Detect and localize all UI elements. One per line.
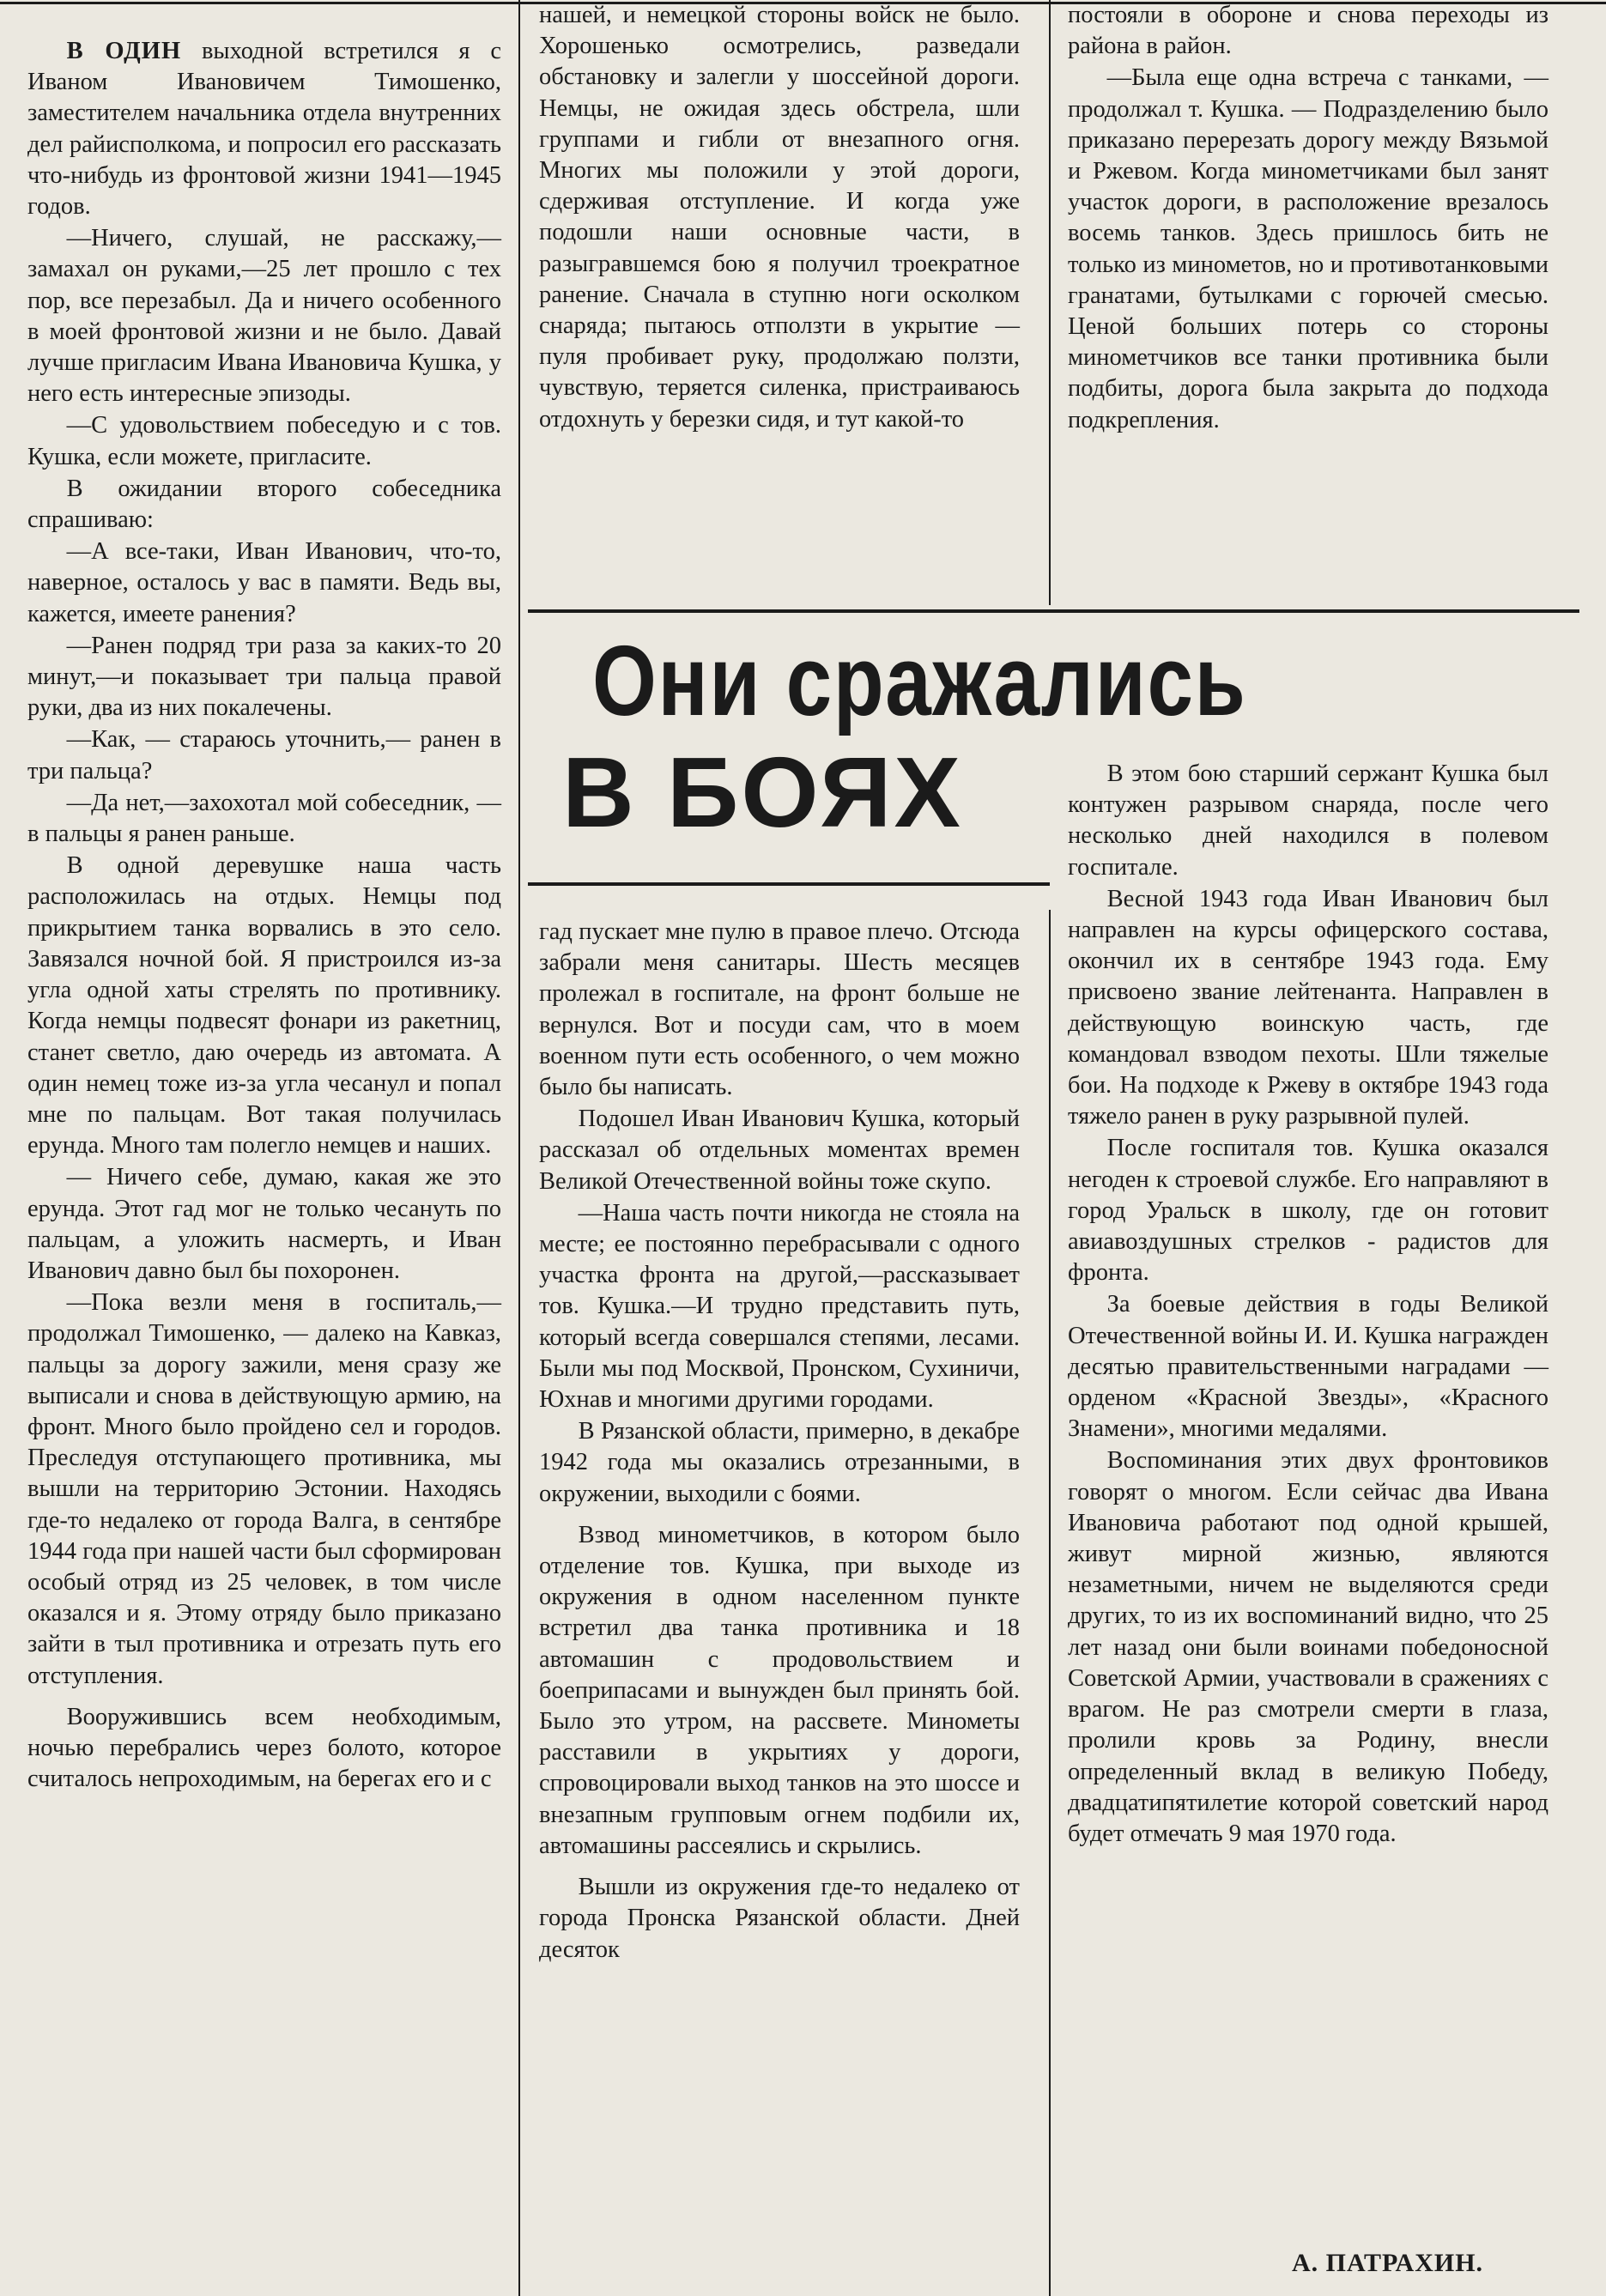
article-paragraph: постояли в обороне и снова переходы из района в район. — [1068, 2, 1548, 60]
headline-line-2: В БОЯХ — [562, 736, 963, 848]
article-paragraph: Вооружившись всем необходимым, ночью перебрались через болото, которое считалось непроходимым, на берегах его и с — [27, 1703, 501, 1793]
article-paragraph: —А все-таки, Иван Иванович, что-то, наверное, осталось у вас в памяти. Ведь вы, кажется, имеете ранения? — [27, 538, 501, 627]
article-column-3-top — [1068, 0, 1548, 436]
article-paragraph: Воспоминания этих двух фронтовиков говорят о многом. Если сейчас два Ивана Ивановича работают под одной крышей, живут мирной жизнью, являются незаметными, ничем не выделяются среди других, то из их воспоминаний видно, что 25 лет назад они были воинами победоносной Советской Армии, участвовали в сражениях с врагом. Не раз смотрели смерти в глаза, пролили кровь за Родину, внесли определенный вклад в великую Победу, двадцатипятилетие которой советский народ будет отмечать 9 мая 1970 года. — [1068, 1447, 1548, 1847]
article-paragraph: гад пускает мне пулю в правое плечо. Отсюда забрали меня санитары. Шесть месяцев пролежал в госпитале, на фронт больше не вернулся. Вот и посуди сам, что в моем военном пути есть особенного, о чем можно было бы написать. — [539, 918, 1020, 1101]
article-column-2-bottom — [539, 917, 1020, 1966]
article-column-2-top — [539, 0, 1020, 435]
article-paragraph: —Ранен подряд три раза за каких-то 20 минут,—и показывает три пальца правой руки, два из них покалечены. — [27, 632, 501, 722]
headline-line-1: Они сражались — [592, 625, 1247, 736]
article-paragraph: —Ничего, слушай, не расскажу,—замахал он руками,—25 лет прошло с тех пор, все перезабыл. Да и ничего особенного в моей фронтовой жизни и не было. Давай лучше пригласим Ивана Ивановича Кушка, у него есть интересные эпизоды. — [27, 225, 501, 408]
article-paragraph: —Была еще одна встреча с танками, — продолжал т. Кушка. — Подразделению было приказано перерезать дорогу между Вязьмой и Ржевом. Когда минометчиками был занят участок дороги, в расположение врезалось восемь танков. Здесь пришлось бить не только из минометов, но и противотанковыми гранатами, бутылками с горючей смесью. Ценой больших потерь со стороны минометчиков все танки противника были подбиты, дорога была закрыта до подхода подкрепления. — [1068, 64, 1548, 433]
author-signature: А. ПАТРАХИН. — [1292, 2249, 1484, 2277]
article-paragraph: — Ничего себе, думаю, какая же это ерунда. Этот гад мог не только чесануть по пальцам, а уложить насмерть, и Иван Иванович давно был бы похоронен. — [27, 1164, 501, 1284]
article-paragraph: В этом бою старший сержант Кушка был контужен разрывом снаряда, после чего несколько дней находился в полевом госпитале. — [1068, 760, 1548, 881]
article-paragraph: Подошел Иван Иванович Кушка, который рассказал об отдельных моментах времен Великой Отечественной войны тоже скупо. — [539, 1106, 1020, 1195]
article-paragraph: За боевые действия в годы Великой Отечественной войны И. И. Кушка награжден десятью правительственными наградами — орденом «Красной Звезды», «Красного Знамени», многими медалями. — [1068, 1291, 1548, 1443]
article-paragraph: нашей, и немецкой стороны войск не было. Хорошенько осмотрелись, разведали обстановку и залегли у шоссейной дороги. Немцы, не ожидая здесь обстрела, шли группами и гибли от внезапного огня. Многих мы положили у этой дороги, сдерживая отступление. И когда уже подошли наши основные части, в разыгравшемся бою я получил троекратное ранение. Сначала в ступню ноги осколком снаряда; пытаюсь отползти в укрытие — пуля пробивает руку, продолжаю ползти, чувствую, теряется силенка, пристраиваюсь отдохнуть у березки сидя, и тут какой-то — [539, 2, 1020, 433]
lead-in-caps: В ОДИН — [66, 38, 182, 64]
article-paragraph: В одной деревушке наша часть расположилась на отдых. Немцы под прикрытием танка ворвались в это село. Завязался ночной бой. Я пристроился из-за угла одной хаты стрелять по противнику. Когда немцы подвесят фонари из ракетниц, станет светло, даю очередь из автомата. А один немец тоже из-за угла чесанул и попал мне по пальцам. Вот такая получилась ерунда. Много там полегло немцев и наших. — [27, 852, 501, 1160]
article-paragraph: —Да нет,—захохотал мой собеседник, — в пальцы я ранен раньше. — [27, 789, 501, 848]
article-paragraph: —Как, — стараюсь уточнить,— ранен в три пальца? — [27, 726, 501, 785]
article-paragraph: —Пока везли меня в госпиталь,—продолжал Тимошенко, — далеко на Кавказ, пальцы за дорогу зажили, меня сразу же выписали и снова в действующую армию, на фронт. Много было пройдено сел и городов. Преследуя отступающего противника, мы вышли на территорию Эстонии. Находясь где-то недалеко от города Валга, в сентябре 1944 года при нашей части был сформирован особый отряд из 25 человек, в том числе оказался и я. Этому отряду было приказано зайти в тыл противника и отрезать путь его отступления. — [27, 1289, 501, 1689]
article-paragraph: —Наша часть почти никогда не стояла на месте; ее постоянно перебрасывали с одного участка фронта на другой,—рассказывает тов. Кушка.—И трудно представить путь, который всегда совершался степями, лесами. Были мы под Москвой, Пронском, Сухиничи, Юхнав и многими другими городами. — [539, 1199, 1020, 1414]
article-column-1 — [27, 36, 501, 1795]
article-paragraph: В ОДИН выходной встретился я с Иваном Ивановичем Тимошенко, заместителем начальника отдела внутренних дел райисполкома, и попросил его рассказать что-нибудь из фронтовой жизни 1941—1945 годов. — [27, 38, 502, 221]
article-paragraph: В Рязанской области, примерно, в декабре 1942 года мы оказались отрезанными, в окружении, выходили с боями. — [539, 1418, 1020, 1507]
headline-rule-bottom — [528, 882, 1050, 886]
column-divider-left — [518, 0, 520, 2296]
article-paragraph: Взвод минометчиков, в котором было отделение тов. Кушка, при выходе из окружения в одном населенном пункте встретил два танка противника и 18 автомашин с продовольствием и боеприпасами и вынужден был принять бой. Было это утром, на рассвете. Минометы расставили в укрытиях у дороги, спровоцировали выход танков на это шоссе и внезапным групповым огнем подбили их, автомашины рассеялись и скрылись. — [539, 1521, 1020, 1859]
article-paragraph: Весной 1943 года Иван Иванович был направлен на курсы офицерского состава, окончил их в сентябре 1943 года. Ему присвоено звание лейтенанта. Направлен в действующую воинскую часть, где командовал взводом пехоты. Шли тяжелые бои. На подходе к Ржеву в октябре 1943 года тяжело ранен в руку разрывной пулей. — [1068, 885, 1548, 1130]
article-paragraph: После госпиталя тов. Кушка оказался негоден к строевой службе. Его направляют в город Уральск в школу, где он готовит авиавоздушных стрелков - радистов для фронта. — [1068, 1135, 1548, 1287]
column-divider-right-top — [1049, 0, 1051, 605]
column-divider-right-bottom — [1049, 910, 1051, 2296]
article-paragraph: —С удовольствием побеседую и с тов. Кушка, если можете, пригласите. — [27, 412, 501, 470]
headline-rule-top — [528, 609, 1579, 613]
article-column-3-bottom — [1068, 759, 1548, 1850]
article-paragraph: Вышли из окружения где-то недалеко от города Пронска Рязанской области. Дней десяток — [539, 1874, 1020, 1963]
article-paragraph: В ожидании второго собеседника спрашиваю: — [27, 475, 501, 534]
